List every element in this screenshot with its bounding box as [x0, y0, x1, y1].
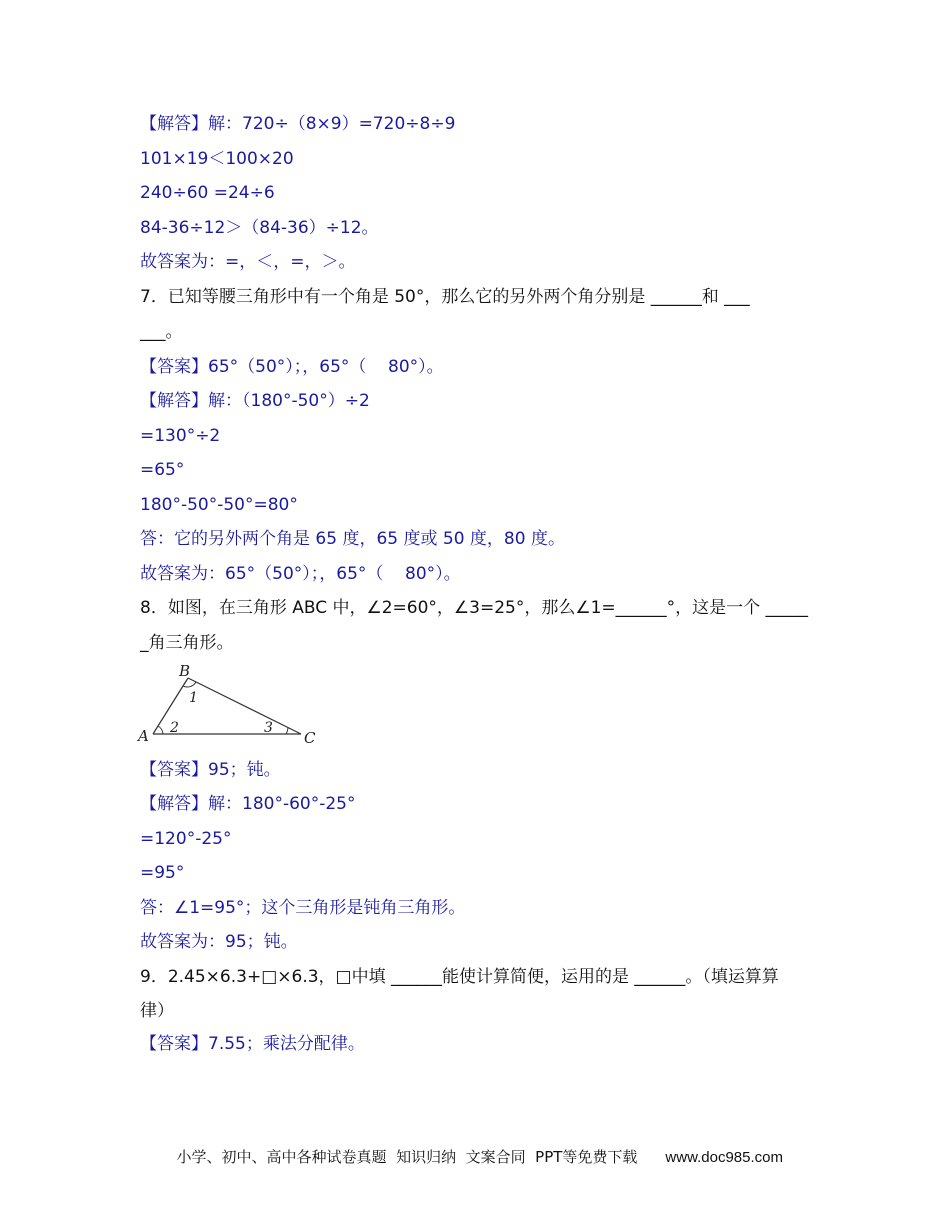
angle-3-label: 3 [264, 720, 273, 736]
solution-7-line: 180°-50°-50°=80° [140, 495, 298, 515]
solution-line: 84-36÷12＞（84-36）÷12。 [140, 218, 379, 238]
triangle-figure [136, 662, 326, 748]
solution-7-line: 【解答】解：（180°-50°）÷2 [140, 391, 370, 411]
final-answer-line: 故答案为：=，＜，=，＞。 [140, 252, 356, 272]
page-footer [0, 1128, 950, 1167]
question-7: 7．已知等腰三角形中有一个角是 50°，那么它的另外两个角分别是 ______和 ___ [140, 287, 750, 307]
solution-7-line: =65° [140, 460, 185, 480]
final-answer-7: 故答案为：65°（50°）；，65°（ 80°）。 [140, 564, 461, 584]
question-9-continued: 律） [140, 1001, 174, 1021]
answer-8: 【答案】95；钝。 [140, 760, 281, 780]
final-answer-8: 故答案为：95；钝。 [140, 932, 298, 952]
solution-8-line: =120°-25° [140, 829, 232, 849]
solution-line: 240÷60 =24÷6 [140, 183, 275, 203]
question-7-continued: ___。 [140, 322, 183, 342]
question-8-continued: _角三角形。 [140, 633, 234, 653]
question-8: 8．如图，在三角形 ABC 中，∠2=60°，∠3=25°，那么∠1=______°，这是一个 _____ [140, 598, 809, 618]
angle-1-label: 1 [189, 690, 198, 706]
vertex-a-label: A [138, 727, 149, 745]
solution-8-line: 【解答】解：180°-60°-25° [140, 794, 356, 814]
answer-7: 【答案】65°（50°）；，65°（ 80°）。 [140, 357, 444, 377]
solution-7-line: =130°÷2 [140, 426, 221, 446]
vertex-b-label: B [179, 662, 191, 680]
answer-9: 【答案】7.55；乘法分配律。 [140, 1034, 365, 1054]
footer-url[interactable]: www.doc985.com [665, 1149, 783, 1166]
solution-8-reply: 答：∠1=95°；这个三角形是钝角三角形。 [140, 898, 466, 918]
solution-line: 101×19＜100×20 [140, 149, 294, 169]
footer-text: 小学、初中、高中各种试卷真题 知识归纳 文案合同 PPT等免费下载 [176, 1148, 638, 1166]
solution-7-reply: 答：它的另外两个角是 65 度，65 度或 50 度，80 度。 [140, 529, 565, 549]
question-9: 9．2.45×6.3+□×6.3，□中填 ______能使计算简便，运用的是 ______。（填运算算 [140, 967, 779, 987]
angle-2-label: 2 [170, 720, 179, 736]
solution-8-line: =95° [140, 863, 185, 883]
vertex-c-label: C [304, 729, 316, 747]
solution-line: 【解答】解：720÷（8×9）=720÷8÷9 [140, 114, 456, 134]
